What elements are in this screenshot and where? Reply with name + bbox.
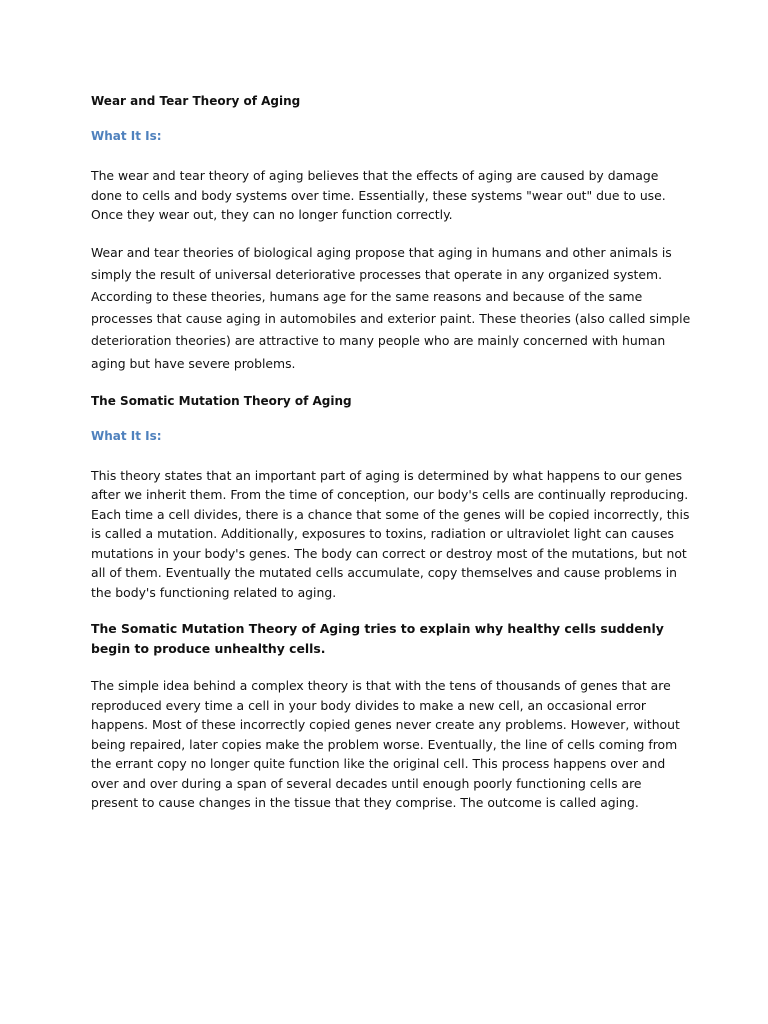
- document-body: [91, 92, 691, 813]
- paragraph: Wear and tear theories of biological aging propose that aging in humans and other animals is simply the result of universal deteriorative processes that operate in any organized system. According to these theories, humans age for the same reasons and because of the same processes that cause aging in automobiles and exterior paint. These theories (also called simple deterioration theories) are attractive to many people who are mainly concerned with human aging but have severe problems.: [91, 244, 691, 371]
- bold-statement: The Somatic Mutation Theory of Aging tries to explain why healthy cells suddenly begin to produce unhealthy cells.: [91, 621, 664, 657]
- paragraph: The simple idea behind a complex theory is that with the tens of thousands of genes that are reproduced every time a cell in your body divides to make a new cell, an occasional error happens. Most of these incorrectly copied genes never create any problems. However, without being repaired, later copies make the problem worse. Eventually, the line of cells coming from the errant copy no longer quite function like the original cell. This process happens over and over and over during a span of several decades until enough poorly functioning cells are present to cause changes in the tissue that they comprise. The outcome is called aging.: [91, 678, 680, 811]
- section-title-wear-and-tear: Wear and Tear Theory of Aging: [91, 94, 301, 108]
- section-subtitle-what-it-is: What It Is:: [91, 428, 162, 443]
- paragraph: The wear and tear theory of aging believes that the effects of aging are caused by damage done to cells and body systems over time. Essentially, these systems "wear out" due to use. Once they wear out, they can no longer function correctly.: [91, 168, 666, 222]
- paragraph: This theory states that an important part of aging is determined by what happens to our genes after we inherit them. From the time of conception, our body's cells are continually reproducing. Each time a cell divides, there is a chance that some of the genes will be copied incorrectly, this is called a mutation. Additionally, exposures to toxins, radiation or ultraviolet light can causes mutations in your body's genes. The body can correct or destroy most of the mutations, but not all of them. Eventually the mutated cells accumulate, copy themselves and cause problems in the body's functioning related to aging.: [91, 467, 690, 600]
- section-title-somatic-mutation: The Somatic Mutation Theory of Aging: [91, 393, 352, 408]
- section-subtitle-what-it-is: What It Is:: [91, 129, 162, 143]
